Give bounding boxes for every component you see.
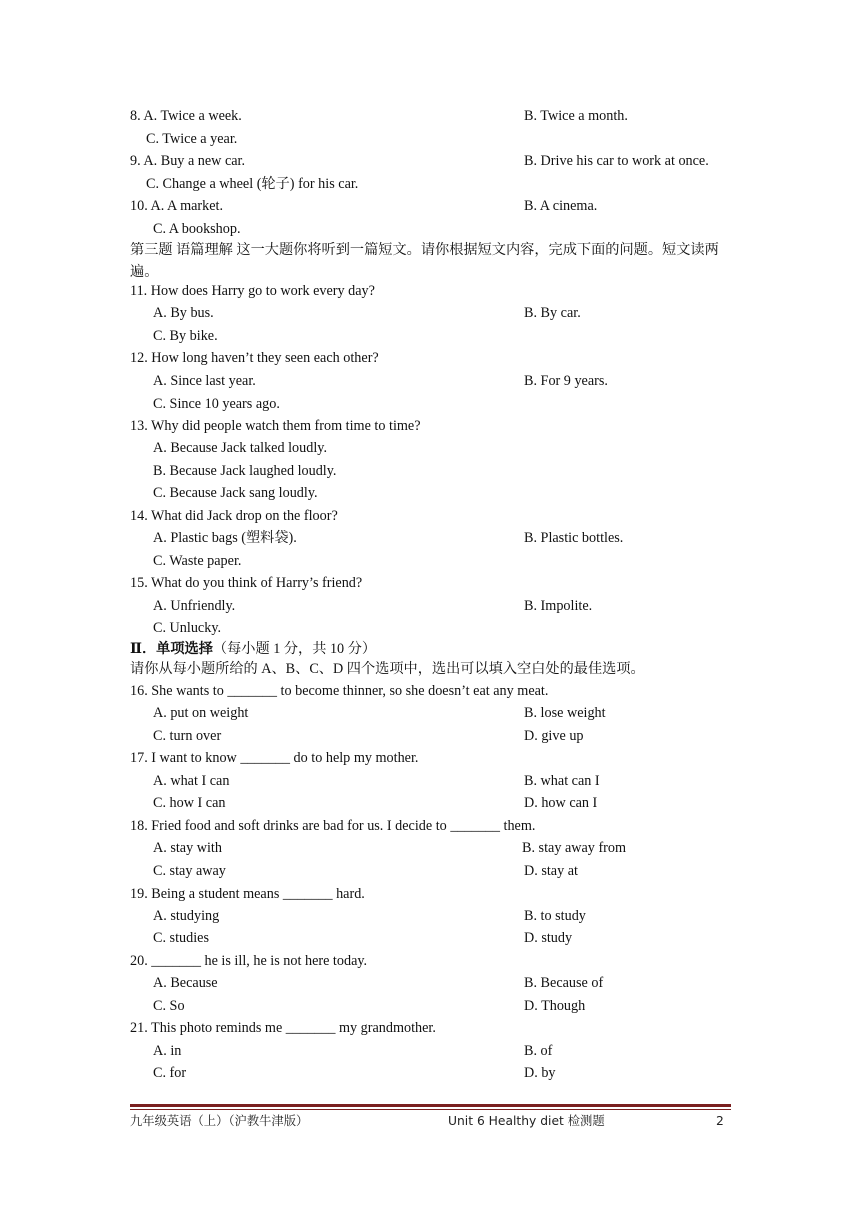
section3-instruction: 第三题 语篇理解 这一大题你将听到一篇短文。请你根据短文内容，完成下面的问题。短文读两遍。	[130, 242, 719, 280]
q13-option-a: A. Because Jack talked loudly.	[153, 440, 328, 456]
q9-option-c: C. Change a wheel (轮子) for his car.	[146, 176, 359, 192]
q21-option-a: A. in	[153, 1043, 182, 1059]
q11-option-b: B. By car.	[524, 305, 581, 321]
q19-option-b: B. to study	[524, 908, 586, 924]
q12-stem: 12. How long haven’t they seen each other?	[130, 350, 379, 366]
q11-option-a: A. By bus.	[153, 305, 214, 321]
footer-rule-thin	[130, 1109, 731, 1110]
q17-option-b: B. what can I	[524, 773, 600, 789]
footer-unit-title: Unit 6 Healthy diet 检测题	[448, 1114, 605, 1128]
q19-option-d: D. study	[524, 930, 573, 946]
q10-option-a: 10. A. A market.	[130, 198, 223, 214]
q16-option-d: D. give up	[524, 728, 584, 744]
q11-stem: 11. How does Harry go to work every day?	[130, 283, 375, 299]
q13-option-b: B. Because Jack laughed loudly.	[153, 463, 337, 479]
part2-title-note: （每小题 1 分，共 10 分）	[212, 641, 377, 657]
q18-option-c: C. stay away	[153, 863, 226, 879]
q14-stem: 14. What did Jack drop on the floor?	[130, 508, 338, 524]
q8-option-b: B. Twice a month.	[524, 108, 628, 124]
q8-option-c: C. Twice a year.	[146, 131, 238, 147]
q15-stem: 15. What do you think of Harry’s friend?	[130, 575, 363, 591]
part2-title: Ⅱ．单项选择	[130, 641, 213, 657]
q8-option-a: 8. A. Twice a week.	[130, 108, 242, 124]
q18-option-a: A. stay with	[153, 840, 222, 856]
q16-stem: 16. She wants to _______ to become thinner, so she doesn’t eat any meat.	[130, 683, 549, 699]
q15-option-a: A. Unfriendly.	[153, 598, 236, 614]
q18-option-d: D. stay at	[524, 863, 578, 879]
q16-option-b: B. lose weight	[524, 705, 606, 721]
q19-stem: 19. Being a student means _______ hard.	[130, 886, 365, 902]
footer-page-number: 2	[716, 1114, 724, 1128]
q21-option-b: B. of	[524, 1043, 553, 1059]
q9-option-a: 9. A. Buy a new car.	[130, 153, 246, 169]
q9-option-b: B. Drive his car to work at once.	[524, 153, 709, 169]
q13-option-c: C. Because Jack sang loudly.	[153, 485, 318, 501]
footer-book-title: 九年级英语（上）（沪教牛津版）	[130, 1114, 309, 1128]
q20-option-d: D. Though	[524, 998, 586, 1014]
q21-option-d: D. by	[524, 1065, 556, 1081]
q10-option-b: B. A cinema.	[524, 198, 598, 214]
q20-option-b: B. Because of	[524, 975, 604, 991]
q12-option-b: B. For 9 years.	[524, 373, 608, 389]
q10-option-c: C. A bookshop.	[153, 221, 241, 237]
q12-option-c: C. Since 10 years ago.	[153, 396, 280, 412]
q16-option-a: A. put on weight	[153, 705, 249, 721]
footer-rule-thick	[130, 1104, 731, 1107]
q18-option-b: B. stay away from	[522, 840, 627, 856]
q13-stem: 13. Why did people watch them from time to time?	[130, 418, 421, 434]
q19-option-c: C. studies	[153, 930, 209, 946]
q21-stem: 21. This photo reminds me _______ my grandmother.	[130, 1020, 436, 1036]
q17-option-c: C. how I can	[153, 795, 226, 811]
q20-stem: 20. _______ he is ill, he is not here today.	[130, 953, 368, 969]
q12-option-a: A. Since last year.	[153, 373, 256, 389]
q14-option-a: A. Plastic bags (塑料袋).	[153, 530, 297, 546]
part2-heading	[130, 638, 376, 660]
q17-stem: 17. I want to know _______ do to help my mother.	[130, 750, 419, 766]
q20-option-c: C. So	[153, 998, 185, 1014]
q21-option-c: C. for	[153, 1065, 187, 1081]
q17-option-d: D. how can I	[524, 795, 598, 811]
q17-option-a: A. what I can	[153, 773, 230, 789]
q11-option-c: C. By bike.	[153, 328, 218, 344]
part2-instruction: 请你从每小题所给的 A、B、C、D 四个选项中，选出可以填入空白处的最佳选项。	[130, 661, 645, 677]
q16-option-c: C. turn over	[153, 728, 222, 744]
q15-option-b: B. Impolite.	[524, 598, 593, 614]
q14-option-c: C. Waste paper.	[153, 553, 242, 569]
q19-option-a: A. studying	[153, 908, 220, 924]
q14-option-b: B. Plastic bottles.	[524, 530, 624, 546]
q15-option-c: C. Unlucky.	[153, 620, 222, 636]
q20-option-a: A. Because	[153, 975, 218, 991]
q18-stem: 18. Fried food and soft drinks are bad for us. I decide to _______ them.	[130, 818, 536, 834]
